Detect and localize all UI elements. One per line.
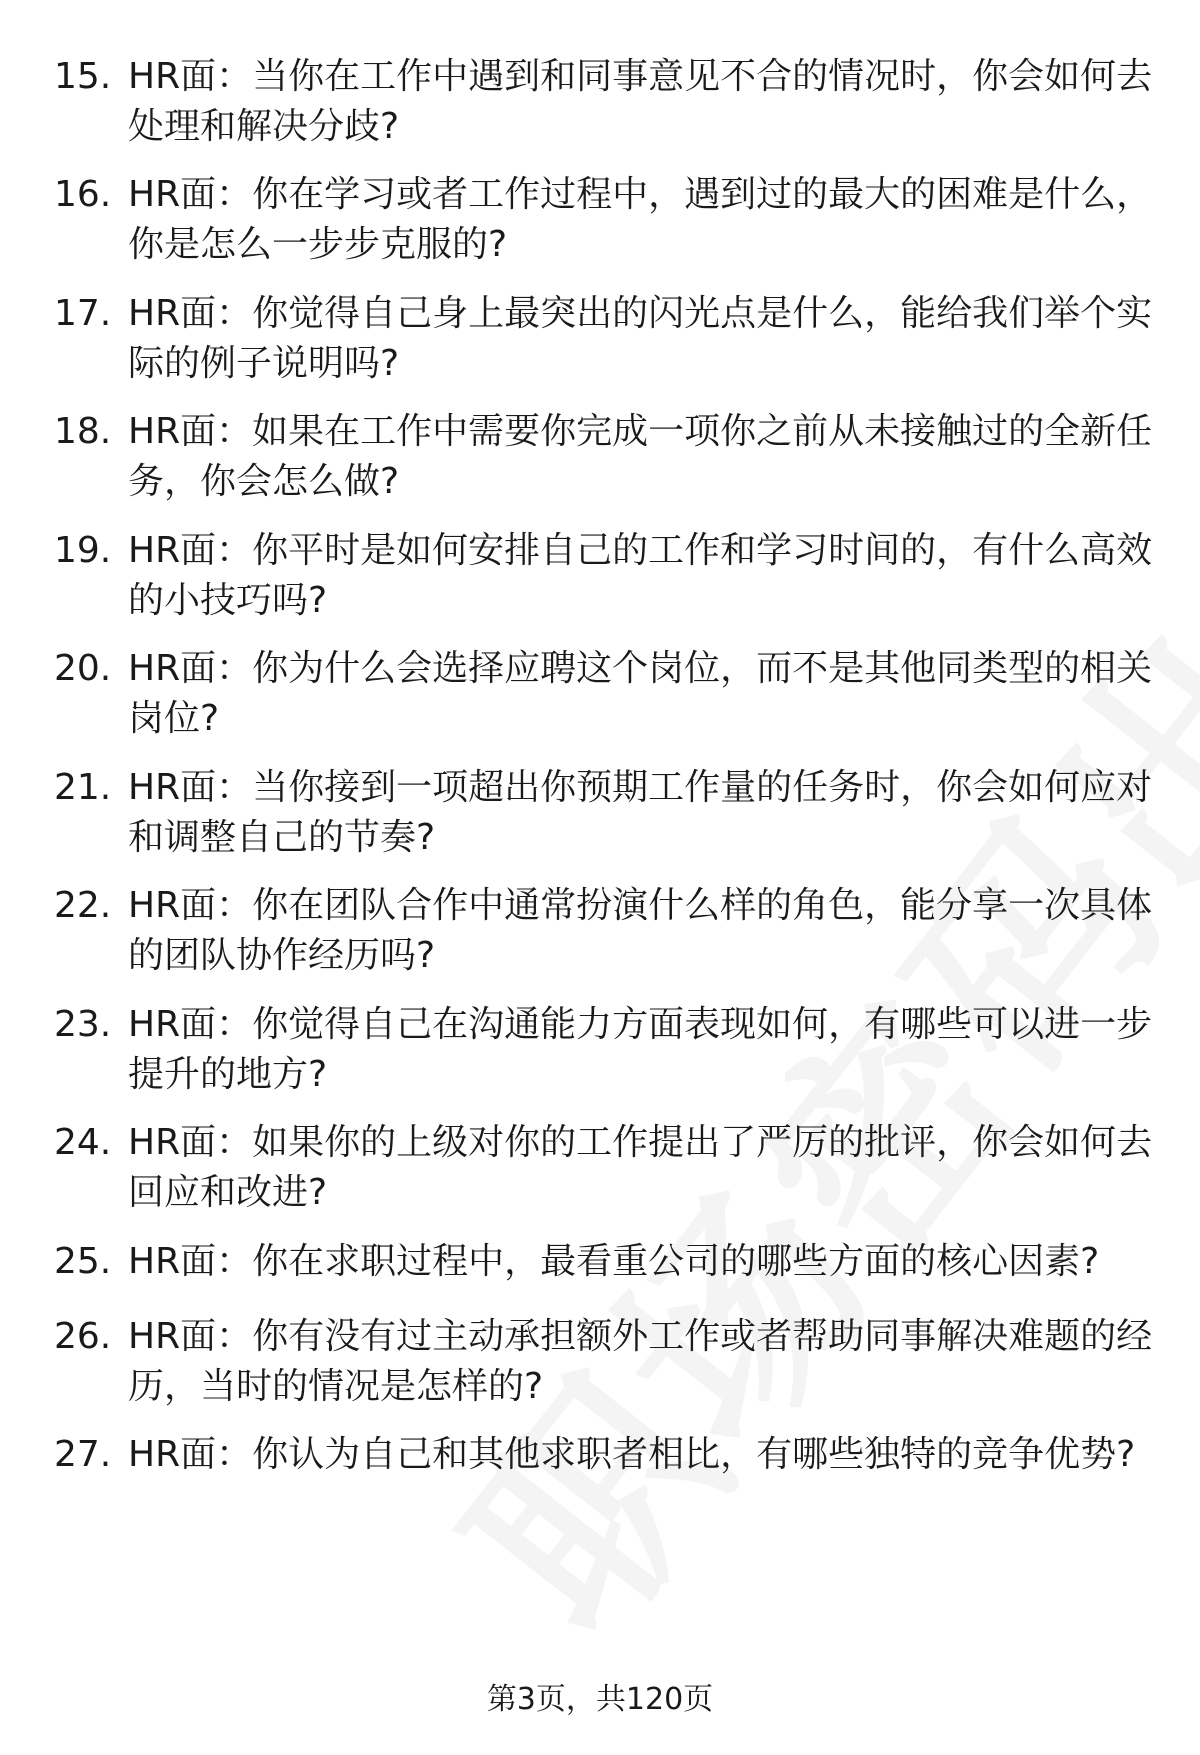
question-number: 19. <box>54 530 112 571</box>
question-text: HR面：你在求职过程中，最看重公司的哪些方面的核心因素? <box>128 1241 1100 1282</box>
question-text: HR面：你平时是如何安排自己的工作和学习时间的，有什么高效的小技巧吗? <box>128 530 1153 621</box>
question-number: 18. <box>54 411 112 452</box>
question-number: 15. <box>54 56 112 97</box>
question-number: 16. <box>54 174 112 215</box>
question-text: HR面：你觉得自己身上最突出的闪光点是什么，能给我们举个实际的例子说明吗? <box>128 293 1153 384</box>
question-text: HR面：你在学习或者工作过程中，遇到过的最大的困难是什么，你是怎么一步步克服的? <box>128 174 1153 265</box>
question-text: HR面：你在团队合作中通常扮演什么样的角色，能分享一次具体的团队协作经历吗? <box>128 885 1153 976</box>
question-text: HR面：你觉得自己在沟通能力方面表现如何，有哪些可以进一步提升的地方? <box>128 1004 1153 1095</box>
question-number: 27. <box>54 1434 112 1475</box>
question-text: HR面：当你在工作中遇到和同事意见不合的情况时，你会如何去处理和解决分歧? <box>128 56 1153 147</box>
question-text: HR面：如果你的上级对你的工作提出了严厉的批评，你会如何去回应和改进? <box>128 1122 1153 1213</box>
question-text: HR面：当你接到一项超出你预期工作量的任务时，你会如何应对和调整自己的节奏? <box>128 767 1153 858</box>
question-text: HR面：你为什么会选择应聘这个岗位，而不是其他同类型的相关岗位? <box>128 648 1153 739</box>
question-text: HR面：如果在工作中需要你完成一项你之前从未接触过的全新任务，你会怎么做? <box>128 411 1153 502</box>
question-number: 26. <box>54 1316 112 1357</box>
question-number: 23. <box>54 1004 112 1045</box>
page-number: 第3页，共120页 <box>486 1682 714 1717</box>
question-number: 17. <box>54 293 112 334</box>
question-number: 21. <box>54 767 112 808</box>
question-number: 22. <box>54 885 112 926</box>
question-text: HR面：你有没有过主动承担额外工作或者帮助同事解决难题的经历，当时的情况是怎样的? <box>128 1316 1153 1407</box>
question-number: 24. <box>54 1122 112 1163</box>
question-number: 25. <box>54 1241 112 1282</box>
question-text: HR面：你认为自己和其他求职者相比，有哪些独特的竞争优势? <box>128 1434 1136 1475</box>
question-number: 20. <box>54 648 112 689</box>
